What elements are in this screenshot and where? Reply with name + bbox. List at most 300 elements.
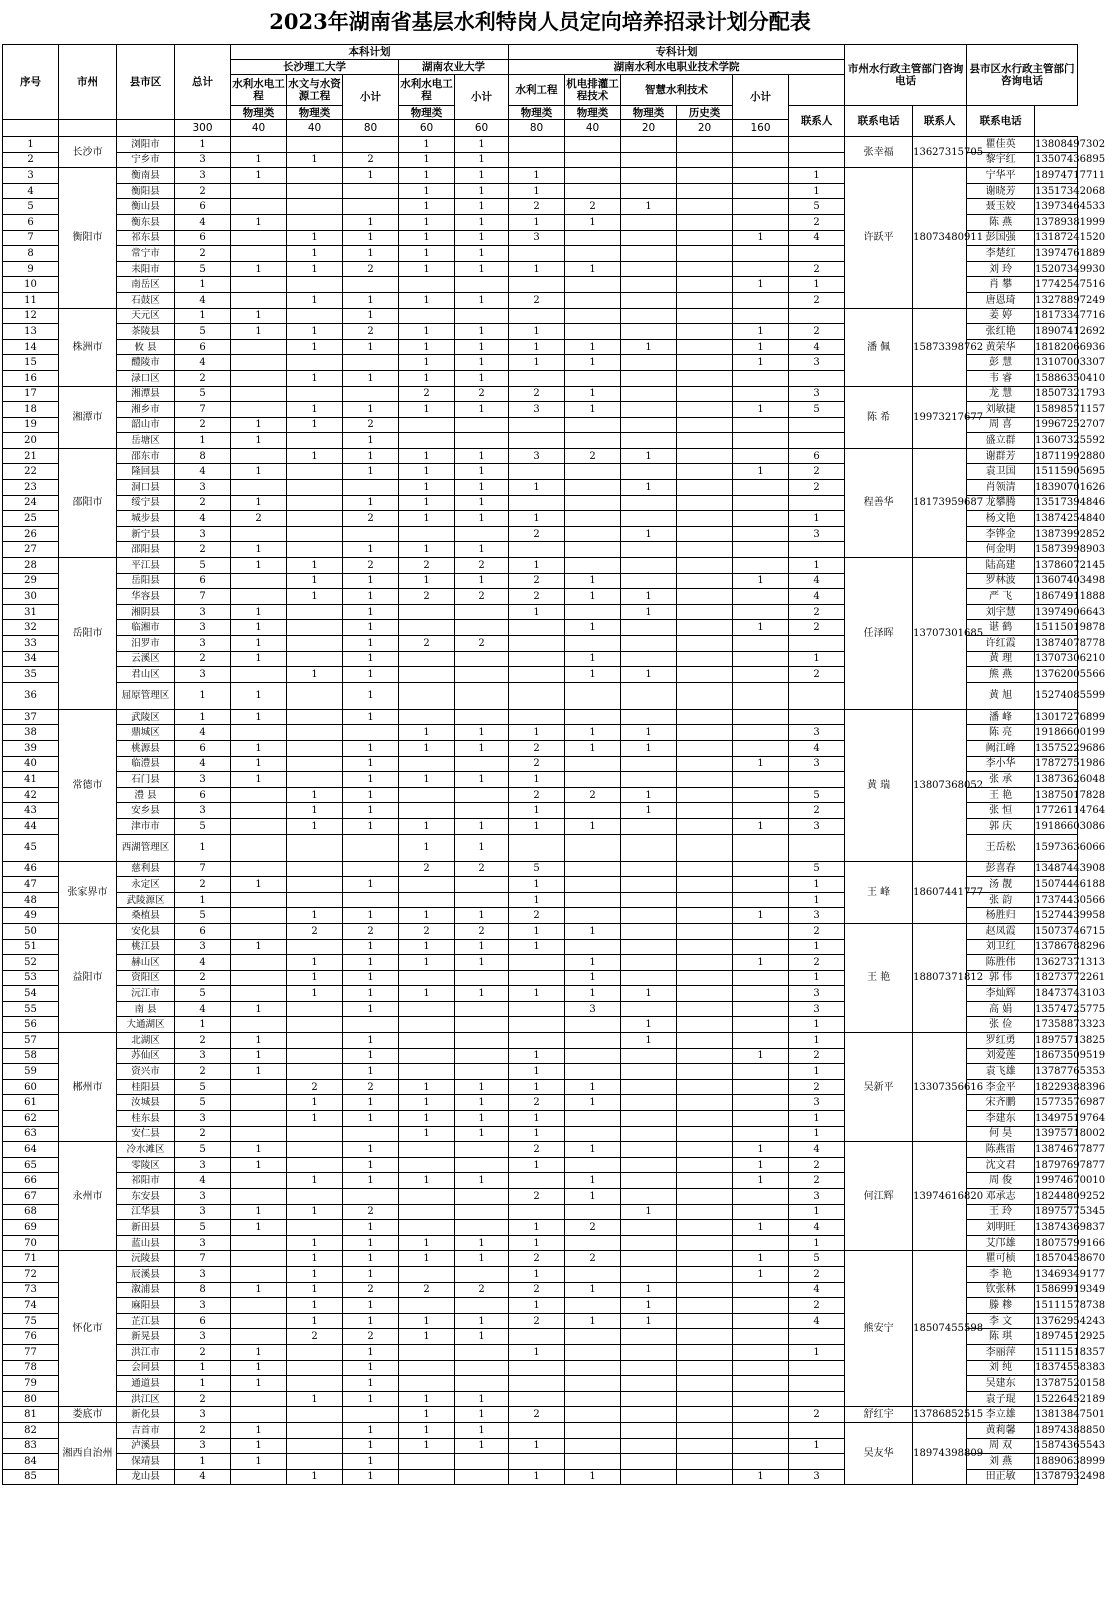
row-value <box>343 861 399 877</box>
row-value <box>733 1079 789 1095</box>
row-value: 3 <box>509 402 565 418</box>
row-value: 1 <box>789 1033 845 1049</box>
row-value: 1 <box>343 402 399 418</box>
row-value <box>509 1329 565 1345</box>
row-value <box>565 277 621 293</box>
row-value: 1 <box>343 1251 399 1267</box>
row-value: 1 <box>399 1095 455 1111</box>
row-value: 1 <box>287 955 343 971</box>
row-value: 1 <box>455 464 509 480</box>
row-value: 2 <box>287 1329 343 1345</box>
row-value: 1 <box>455 1251 509 1267</box>
header-contact-person: 联系人 <box>913 106 967 137</box>
row-county: 绥宁县 <box>117 495 175 511</box>
row-value: 1 <box>399 1313 455 1329</box>
county-contact-phone: 13786788296 <box>1035 939 1078 955</box>
row-value <box>231 183 287 199</box>
row-value <box>399 667 455 683</box>
row-value <box>621 970 677 986</box>
row-value <box>789 1391 845 1407</box>
row-county: 衡山县 <box>117 199 175 215</box>
table-row <box>3 923 1078 939</box>
row-value <box>677 480 733 496</box>
row-value <box>621 277 677 293</box>
county-contact-phone: 19974670010 <box>1035 1173 1078 1189</box>
header-quota: 80 <box>343 120 399 137</box>
row-value: 2 <box>789 667 845 683</box>
row-county: 临湘市 <box>117 620 175 636</box>
row-value: 1 <box>343 308 399 324</box>
row-value <box>509 1173 565 1189</box>
row-value <box>677 277 733 293</box>
row-value: 1 <box>399 480 455 496</box>
row-value: 2 <box>509 1407 565 1423</box>
row-county: 会同县 <box>117 1360 175 1376</box>
row-value <box>565 137 621 153</box>
row-value <box>677 908 733 924</box>
row-value <box>287 939 343 955</box>
row-value <box>565 1454 621 1470</box>
row-value <box>621 1142 677 1158</box>
row-value: 2 <box>509 1282 565 1298</box>
row-value: 2 <box>789 464 845 480</box>
row-value <box>231 1469 287 1485</box>
row-value: 2 <box>343 1204 399 1220</box>
header-quota: 300 <box>175 120 231 137</box>
row-value: 1 <box>231 1344 287 1360</box>
table-row <box>3 308 1078 324</box>
row-value <box>399 1204 455 1220</box>
row-value <box>287 725 343 741</box>
row-value: 2 <box>509 199 565 215</box>
row-value: 2 <box>399 923 455 939</box>
row-value <box>509 651 565 667</box>
row-value: 1 <box>789 1017 845 1033</box>
row-value <box>621 152 677 168</box>
row-value: 1 <box>621 740 677 756</box>
row-value <box>677 667 733 683</box>
row-seq: 73 <box>3 1282 59 1298</box>
row-value: 1 <box>509 1111 565 1127</box>
row-county: 沅江市 <box>117 986 175 1002</box>
row-value <box>565 370 621 386</box>
row-value <box>677 448 733 464</box>
row-county: 衡东县 <box>117 214 175 230</box>
row-value <box>231 277 287 293</box>
row-value: 2 <box>231 511 287 527</box>
row-value: 1 <box>565 339 621 355</box>
row-value <box>621 214 677 230</box>
row-value <box>399 1220 455 1236</box>
row-value <box>565 1064 621 1080</box>
county-contact-phone: 17358873323 <box>1035 1017 1078 1033</box>
row-city: 长沙市 <box>59 137 117 168</box>
row-value <box>455 308 509 324</box>
row-value: 1 <box>175 709 231 725</box>
row-value: 2 <box>175 495 231 511</box>
row-value <box>399 1001 455 1017</box>
county-contact-phone: 18974388850 <box>1035 1422 1078 1438</box>
row-seq: 34 <box>3 651 59 667</box>
row-value <box>565 1126 621 1142</box>
row-seq: 66 <box>3 1173 59 1189</box>
city-contact-person: 许跃平 <box>845 168 913 308</box>
row-value <box>733 1017 789 1033</box>
row-value <box>231 787 287 803</box>
row-value <box>455 1033 509 1049</box>
row-value: 7 <box>175 1251 231 1267</box>
county-contact-person: 龙 慧 <box>967 386 1035 402</box>
row-value: 1 <box>343 756 399 772</box>
table-row <box>3 1033 1078 1049</box>
row-value <box>677 511 733 527</box>
row-value <box>677 542 733 558</box>
row-county: 醴陵市 <box>117 355 175 371</box>
header-quota: 40 <box>287 120 343 137</box>
row-value <box>287 620 343 636</box>
row-value: 1 <box>399 542 455 558</box>
city-contact-phone: 19973217677 <box>913 386 967 448</box>
row-value <box>565 1391 621 1407</box>
row-value: 1 <box>343 1142 399 1158</box>
row-value: 1 <box>175 308 231 324</box>
row-seq: 49 <box>3 908 59 924</box>
row-value: 1 <box>399 168 455 184</box>
row-value <box>231 834 287 861</box>
row-county: 邵阳县 <box>117 542 175 558</box>
row-value: 1 <box>343 1095 399 1111</box>
row-value <box>287 740 343 756</box>
row-value: 2 <box>343 1329 399 1345</box>
city-contact-phone: 18807371812 <box>913 923 967 1032</box>
row-value <box>733 1204 789 1220</box>
row-value: 1 <box>399 1438 455 1454</box>
row-value: 1 <box>733 277 789 293</box>
county-contact-phone: 13787520158 <box>1035 1376 1078 1392</box>
row-value <box>621 1251 677 1267</box>
row-value <box>621 230 677 246</box>
row-value <box>399 417 455 433</box>
row-value: 1 <box>621 787 677 803</box>
row-value: 4 <box>789 740 845 756</box>
row-value: 2 <box>509 386 565 402</box>
row-value <box>399 1266 455 1282</box>
row-value <box>287 137 343 153</box>
row-county: 大通湖区 <box>117 1017 175 1033</box>
row-value: 1 <box>455 1111 509 1127</box>
row-value <box>287 1438 343 1454</box>
county-contact-person: 许红霞 <box>967 636 1035 652</box>
row-value <box>677 939 733 955</box>
row-value: 1 <box>455 168 509 184</box>
county-contact-phone: 13789381999 <box>1035 214 1078 230</box>
row-value <box>621 682 677 709</box>
row-value <box>621 1001 677 1017</box>
row-value <box>565 1360 621 1376</box>
row-value <box>455 877 509 893</box>
row-seq: 52 <box>3 955 59 971</box>
row-value: 1 <box>343 1360 399 1376</box>
row-value <box>677 1376 733 1392</box>
row-value <box>621 1189 677 1205</box>
row-value: 8 <box>175 448 231 464</box>
row-value: 1 <box>621 1313 677 1329</box>
row-county: 桂东县 <box>117 1111 175 1127</box>
row-value: 1 <box>565 955 621 971</box>
row-value: 3 <box>789 526 845 542</box>
row-value: 1 <box>509 892 565 908</box>
row-value: 1 <box>287 818 343 834</box>
row-value <box>343 725 399 741</box>
row-value <box>621 1454 677 1470</box>
row-value <box>677 339 733 355</box>
row-value <box>789 152 845 168</box>
row-value <box>621 636 677 652</box>
row-value: 1 <box>343 292 399 308</box>
row-county: 西湖管理区 <box>117 834 175 861</box>
row-value: 2 <box>509 740 565 756</box>
row-value <box>565 542 621 558</box>
row-seq: 54 <box>3 986 59 1002</box>
row-value <box>231 970 287 986</box>
row-value <box>509 1204 565 1220</box>
county-contact-phone: 13975718002 <box>1035 1126 1078 1142</box>
row-value <box>621 292 677 308</box>
row-value: 1 <box>455 986 509 1002</box>
row-value: 6 <box>175 230 231 246</box>
row-value <box>677 651 733 667</box>
county-contact-phone: 18173347716 <box>1035 308 1078 324</box>
row-value <box>231 892 287 908</box>
row-value: 1 <box>175 1360 231 1376</box>
row-value <box>509 667 565 683</box>
row-value: 1 <box>565 1095 621 1111</box>
row-value <box>733 542 789 558</box>
row-seq: 16 <box>3 370 59 386</box>
row-value: 1 <box>399 772 455 788</box>
row-value: 2 <box>789 1266 845 1282</box>
header-major: 水利水电工程 <box>231 75 287 106</box>
row-value: 2 <box>509 573 565 589</box>
row-value: 1 <box>287 261 343 277</box>
row-value: 1 <box>231 495 287 511</box>
row-value: 1 <box>399 464 455 480</box>
row-value: 3 <box>175 1329 231 1345</box>
row-value: 1 <box>343 495 399 511</box>
row-value: 1 <box>287 339 343 355</box>
row-value: 1 <box>565 1173 621 1189</box>
row-value: 1 <box>789 651 845 667</box>
county-contact-person: 李 艳 <box>967 1266 1035 1282</box>
county-contact-phone: 18507321793 <box>1035 386 1078 402</box>
county-contact-person: 刘 燕 <box>967 1454 1035 1470</box>
row-value <box>733 1454 789 1470</box>
row-value: 1 <box>455 261 509 277</box>
row-value <box>677 526 733 542</box>
row-value <box>677 324 733 340</box>
row-value: 1 <box>565 1189 621 1205</box>
row-value <box>399 308 455 324</box>
header-contact-phone: 联系电话 <box>967 106 1035 137</box>
row-seq: 76 <box>3 1329 59 1345</box>
row-value <box>231 955 287 971</box>
county-contact-person: 彭国强 <box>967 230 1035 246</box>
row-value: 3 <box>789 1189 845 1205</box>
row-value <box>343 199 399 215</box>
row-value: 1 <box>343 433 399 449</box>
row-value: 1 <box>287 246 343 262</box>
row-value <box>343 526 399 542</box>
row-value: 1 <box>343 970 399 986</box>
row-value: 1 <box>399 355 455 371</box>
row-value <box>231 573 287 589</box>
row-county: 浏阳市 <box>117 137 175 153</box>
row-value: 2 <box>343 1282 399 1298</box>
row-value: 1 <box>733 573 789 589</box>
row-value <box>565 803 621 819</box>
row-value <box>621 386 677 402</box>
row-value: 4 <box>789 1313 845 1329</box>
row-county: 麻阳县 <box>117 1298 175 1314</box>
row-value <box>399 604 455 620</box>
row-value <box>509 277 565 293</box>
row-value <box>565 636 621 652</box>
row-value <box>733 787 789 803</box>
row-value: 2 <box>399 861 455 877</box>
county-contact-person: 陈 琪 <box>967 1329 1035 1345</box>
row-value <box>621 1079 677 1095</box>
row-value: 2 <box>175 877 231 893</box>
row-value: 1 <box>399 740 455 756</box>
row-value <box>565 495 621 511</box>
row-value: 1 <box>231 709 287 725</box>
row-value: 1 <box>343 1376 399 1392</box>
row-value <box>789 772 845 788</box>
row-county: 汝城县 <box>117 1095 175 1111</box>
row-value: 1 <box>565 261 621 277</box>
row-value: 5 <box>175 324 231 340</box>
row-value: 2 <box>509 589 565 605</box>
row-value <box>733 1282 789 1298</box>
row-value <box>455 1376 509 1392</box>
row-value: 1 <box>455 1329 509 1345</box>
row-county: 桃源县 <box>117 740 175 756</box>
row-value <box>621 1220 677 1236</box>
row-value: 1 <box>509 480 565 496</box>
row-value: 1 <box>343 1064 399 1080</box>
row-value: 1 <box>287 1251 343 1267</box>
row-value <box>231 1251 287 1267</box>
row-value: 1 <box>287 970 343 986</box>
header-contact-person: 联系人 <box>789 106 845 137</box>
row-value: 2 <box>175 1344 231 1360</box>
row-value: 1 <box>621 1298 677 1314</box>
row-value: 2 <box>789 620 845 636</box>
city-contact-phone: 13707301685 <box>913 558 967 710</box>
row-county: 苏仙区 <box>117 1048 175 1064</box>
row-value: 1 <box>509 1048 565 1064</box>
row-value <box>231 292 287 308</box>
row-value <box>621 1376 677 1392</box>
row-value: 1 <box>287 1095 343 1111</box>
row-value: 2 <box>175 651 231 667</box>
row-seq: 72 <box>3 1266 59 1282</box>
row-value: 1 <box>565 355 621 371</box>
county-contact-person: 刘敏捷 <box>967 402 1035 418</box>
row-value: 1 <box>343 214 399 230</box>
row-value <box>455 1204 509 1220</box>
row-value <box>509 682 565 709</box>
row-value <box>565 246 621 262</box>
county-contact-phone: 13517394846 <box>1035 495 1078 511</box>
row-value: 5 <box>175 261 231 277</box>
row-value: 1 <box>399 1251 455 1267</box>
row-value <box>733 152 789 168</box>
row-seq: 26 <box>3 526 59 542</box>
row-value <box>455 1298 509 1314</box>
row-value <box>399 1064 455 1080</box>
row-value <box>621 1111 677 1127</box>
row-value: 2 <box>509 756 565 772</box>
table-header <box>3 45 1078 137</box>
county-contact-phone: 17374430566 <box>1035 892 1078 908</box>
row-value: 2 <box>509 787 565 803</box>
county-contact-person: 瞿佳英 <box>967 137 1035 153</box>
county-contact-phone: 13875017828 <box>1035 787 1078 803</box>
row-seq: 25 <box>3 511 59 527</box>
row-value: 1 <box>287 1266 343 1282</box>
row-value <box>231 923 287 939</box>
row-value: 1 <box>733 1220 789 1236</box>
row-value <box>565 417 621 433</box>
row-value: 1 <box>455 230 509 246</box>
row-county: 平江县 <box>117 558 175 574</box>
row-value <box>509 709 565 725</box>
row-value <box>733 199 789 215</box>
row-value: 2 <box>175 1033 231 1049</box>
row-county: 津市市 <box>117 818 175 834</box>
row-value <box>733 1001 789 1017</box>
row-value <box>399 756 455 772</box>
row-value: 1 <box>287 152 343 168</box>
row-value: 1 <box>509 1079 565 1095</box>
county-contact-person: 刘爱莲 <box>967 1048 1035 1064</box>
row-county: 溆浦县 <box>117 1282 175 1298</box>
row-value <box>565 604 621 620</box>
row-county: 攸 县 <box>117 339 175 355</box>
row-value: 1 <box>455 246 509 262</box>
row-seq: 46 <box>3 861 59 877</box>
row-value: 1 <box>343 1235 399 1251</box>
row-value: 1 <box>789 1438 845 1454</box>
row-county: 湘乡市 <box>117 402 175 418</box>
row-value: 1 <box>565 1313 621 1329</box>
row-value <box>287 1422 343 1438</box>
county-contact-person: 罗红勇 <box>967 1033 1035 1049</box>
row-value <box>287 386 343 402</box>
row-value: 1 <box>621 1282 677 1298</box>
row-value: 2 <box>509 1142 565 1158</box>
row-value <box>733 433 789 449</box>
city-contact-person: 王 峰 <box>845 861 913 923</box>
county-contact-person: 李金平 <box>967 1079 1035 1095</box>
row-value: 1 <box>733 1266 789 1282</box>
row-county: 安化县 <box>117 923 175 939</box>
row-value <box>231 908 287 924</box>
row-value: 7 <box>175 589 231 605</box>
row-value <box>733 214 789 230</box>
row-value <box>733 1235 789 1251</box>
